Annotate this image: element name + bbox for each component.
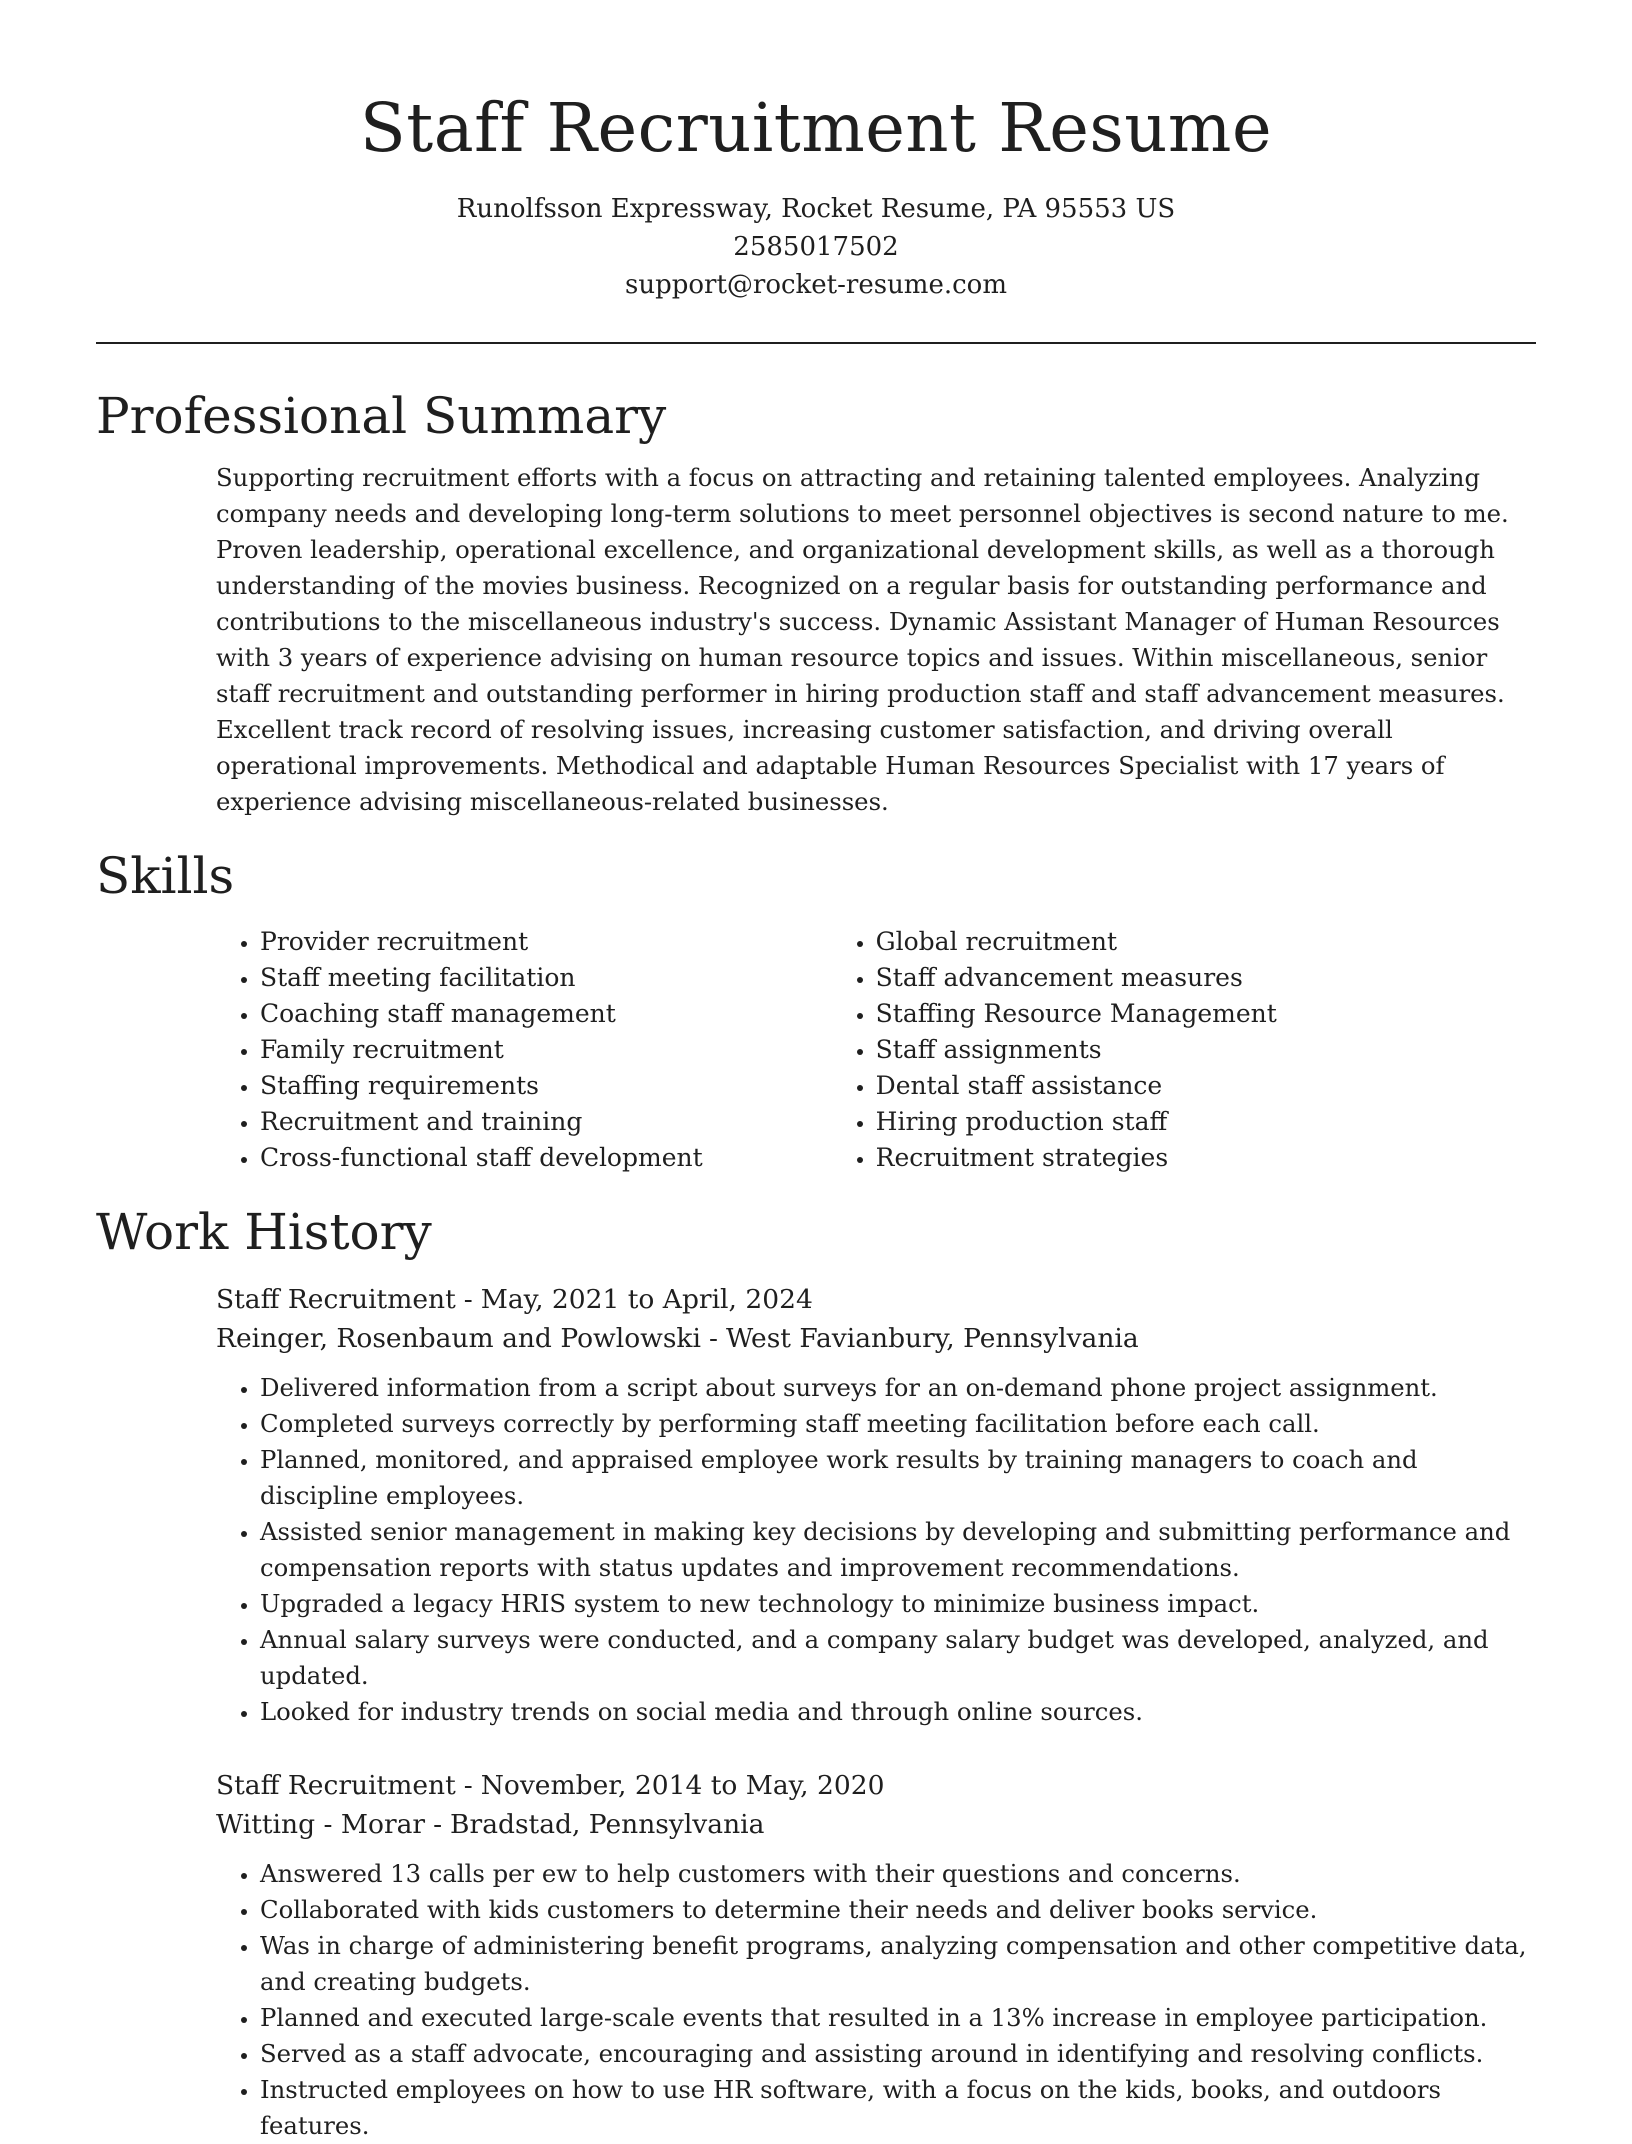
skills-list [216,924,1536,1176]
job-dates: May, 2021 to April, 2024 [480,1284,813,1315]
job-bullet: • Instructed employees on how to use HR software, with a focus on the kids, books, and outdoors features. [260,2072,1536,2144]
skill-item: • Staffing Resource Management [876,996,1536,1032]
job-title: Staff Recruitment [216,1770,456,1801]
skill-item: • Coaching staff management [260,996,832,1032]
skill-item: • Cross-functional staff development [260,1140,832,1176]
skill-item: • Recruitment and training [260,1104,832,1140]
job-company-line [216,1319,1536,1358]
job-bullet: • Upgraded a legacy HRIS system to new technology to minimize business impact. [260,1586,1536,1622]
job-title-line [216,1766,1536,1805]
job-bullet: • Looked for industry trends on social media and through online sources. [260,1694,1536,1730]
job-bullet: • Answered 13 calls per ew to help customers with their questions and concerns. [260,1856,1536,1892]
skill-item: • Hiring production staff [876,1104,1536,1140]
job-location: West Favianbury, Pennsylvania [725,1323,1139,1354]
skill-item: • Provider recruitment [260,924,832,960]
skill-item: • Family recruitment [260,1032,832,1068]
skill-item: • Staff advancement measures [876,960,1536,996]
job-bullets [216,1856,1536,2144]
header-divider [96,342,1536,344]
job-company-line [216,1805,1536,1844]
summary-heading: Professional Summary [96,387,667,445]
job-company: Witting - Morar [216,1809,426,1840]
contact-block [96,190,1536,304]
job-location: Bradstad, Pennsylvania [450,1809,765,1840]
contact-phone: 2585017502 [733,232,899,262]
job-separator: - [463,1770,473,1801]
job-bullet: • Assisted senior management in making key decisions by developing and submitting performance and compensation reports with status updates and improvement recommendations. [260,1514,1536,1586]
job-bullets [216,1370,1536,1730]
job-bullet: • Annual salary surveys were conducted, and a company salary budget was developed, analyzed, and updated. [260,1622,1536,1694]
job-title: Staff Recruitment [216,1284,456,1315]
job-bullet: • Completed surveys correctly by performing staff meeting facilitation before each call. [260,1406,1536,1442]
resume-page [96,0,1536,2144]
job-bullet: • Served as a staff advocate, encouraging and assisting around in identifying and resolving conflicts. [260,2036,1536,2072]
resume-title: Staff Recruitment Resume [359,89,1273,167]
skills-column-right [832,924,1536,1176]
job-separator: - [433,1809,443,1840]
skills-heading: Skills [96,847,235,905]
contact-address: Runolfsson Expressway, Rocket Resume, PA 95553 US [456,194,1176,224]
job-company: Reinger, Rosenbaum and Powlowski [216,1323,701,1354]
skills-column-left [216,924,832,1176]
job-separator: - [708,1323,718,1354]
job-bullet: • Planned and executed large-scale events that resulted in a 13% increase in employee participation. [260,2000,1536,2036]
skill-item: • Staff assignments [876,1032,1536,1068]
skill-item: • Dental staff assistance [876,1068,1536,1104]
contact-email: support@rocket-resume.com [624,270,1007,300]
work-history-heading: Work History [96,1203,432,1261]
job-entry [216,1766,1536,2144]
skill-item: • Recruitment strategies [876,1140,1536,1176]
skill-item: • Staff meeting facilitation [260,960,832,996]
job-bullet: • Delivered information from a script about surveys for an on-demand phone project assignment. [260,1370,1536,1406]
job-bullet: • Collaborated with kids customers to determine their needs and deliver books service. [260,1892,1536,1928]
job-bullet: • Planned, monitored, and appraised employee work results by training managers to coach and discipline employees. [260,1442,1536,1514]
job-dates: November, 2014 to May, 2020 [480,1770,885,1801]
job-separator: - [463,1284,473,1315]
job-bullet: • Was in charge of administering benefit programs, analyzing compensation and other competitive data, and creating budgets. [260,1928,1536,2000]
job-title-line [216,1280,1536,1319]
skill-item: • Staffing requirements [260,1068,832,1104]
job-entry [216,1280,1536,1730]
skill-item: • Global recruitment [876,924,1536,960]
summary-text: Supporting recruitment efforts with a focus on attracting and retaining talented employees. Analyzing company needs and developing long-term solutions to meet personnel objectives is second nature to me. Proven leadership, operational excellence, and organizational development skills, as well as a thorough understanding of the movies business. Recognized on a regular basis for outstanding performance and contributions to the miscellaneous industry's success. Dynamic Assistant Manager of Human Resources with 3 years of experience advising on human resource topics and issues. Within miscellaneous, senior staff recruitment and outstanding performer in hiring production staff and staff advancement measures. Excellent track record of resolving issues, increasing customer satisfaction, and driving overall operational improvements. Methodical and adaptable Human Resources Specialist with 17 years of experience advising miscellaneous-related businesses. [216,463,1509,816]
